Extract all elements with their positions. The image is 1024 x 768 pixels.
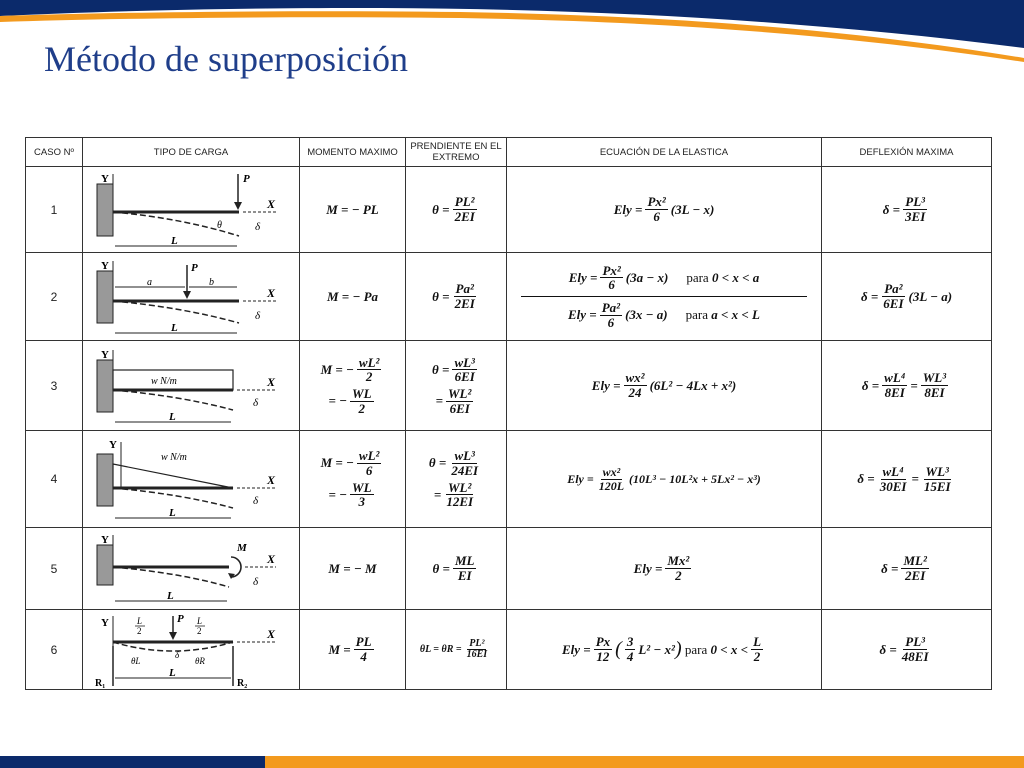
fraction xyxy=(357,356,382,384)
numerator: WL³ xyxy=(922,370,947,386)
numerator: WL³ xyxy=(925,463,949,479)
eq-condition: 0 < x < xyxy=(710,641,749,657)
header-pendiente-extremo: PRENDIENTE EN EL EXTREMO xyxy=(406,138,507,167)
load-diagram xyxy=(83,610,300,690)
load-diagram xyxy=(83,341,300,431)
diagram-label: a xyxy=(147,276,152,288)
diagram-label: δ xyxy=(255,220,261,233)
denominator: 4 xyxy=(360,649,367,664)
diagram-label: X xyxy=(267,196,276,211)
case-number: 2 xyxy=(26,253,83,341)
eq-condition: 0 < x < a xyxy=(711,269,760,285)
diagram-label: θR xyxy=(195,655,205,666)
numerator: wL² xyxy=(358,354,380,370)
cantilever-intermediate-load-diagram xyxy=(91,257,291,337)
eq-lhs: θ = xyxy=(432,288,450,304)
numerator: wL⁴ xyxy=(884,370,906,386)
denominator: 4 xyxy=(626,649,634,664)
para-label: para xyxy=(684,641,708,657)
denominator: 6 xyxy=(653,209,660,224)
deflection-table xyxy=(25,137,992,690)
numerator: wL⁴ xyxy=(882,463,904,479)
denominator: 6EI xyxy=(883,296,904,311)
numerator: Px² xyxy=(647,194,666,210)
fraction xyxy=(624,371,647,399)
header-momento-maximo: MOMENTO MAXIMO xyxy=(300,138,406,167)
denominator: 24 xyxy=(628,385,642,400)
table-row xyxy=(26,253,992,341)
moment-cell xyxy=(300,167,406,253)
diagram-label: L xyxy=(197,615,203,626)
fraction xyxy=(625,635,636,663)
slope-cell xyxy=(406,341,507,431)
table-row xyxy=(26,528,992,610)
numerator: Pa² xyxy=(455,281,474,297)
diagram-label: δ xyxy=(253,575,259,588)
diagram-label: θ xyxy=(217,219,222,231)
deflection-cell xyxy=(822,253,992,341)
cantilever-uniform-load-diagram xyxy=(91,346,291,426)
fraction xyxy=(594,635,612,663)
numerator: WL xyxy=(352,479,372,495)
fraction xyxy=(453,195,477,223)
diagram-label: δ xyxy=(175,649,180,660)
numerator: Px² xyxy=(602,262,621,278)
fraction xyxy=(922,465,953,493)
bottom-bar-orange xyxy=(265,756,1024,768)
fraction xyxy=(354,635,374,663)
fraction xyxy=(645,195,667,223)
diagram-label: δ xyxy=(253,396,259,409)
cantilever-point-load-diagram xyxy=(91,170,291,250)
diagram-label: L xyxy=(167,589,174,602)
minus-sign: − xyxy=(346,361,354,377)
elastic-eq-cell xyxy=(507,341,822,431)
fraction xyxy=(900,635,931,663)
eq-lhs: = xyxy=(328,486,336,502)
denominator: 2 xyxy=(675,568,682,583)
diagram-label: w N/m xyxy=(161,452,187,463)
fraction xyxy=(882,371,907,399)
moment-cell xyxy=(300,528,406,610)
eq-lhs: Ely = xyxy=(633,560,663,576)
fraction xyxy=(446,387,473,415)
denominator: 120L xyxy=(598,478,625,493)
diagram-label: R₁ xyxy=(95,677,106,688)
numerator: wx² xyxy=(625,370,645,386)
numerator: wL² xyxy=(358,448,380,464)
denominator: 3EI xyxy=(905,209,926,224)
table-row xyxy=(26,167,992,253)
denominator: 3 xyxy=(358,494,366,510)
fraction xyxy=(350,387,374,415)
numerator: wL³ xyxy=(454,354,475,370)
diagram-label: P xyxy=(177,612,184,625)
table-row xyxy=(26,341,992,431)
case-number: 6 xyxy=(26,610,83,690)
eq-lhs: δ = xyxy=(879,641,897,657)
case-number: 4 xyxy=(26,431,83,528)
fraction xyxy=(881,282,905,310)
fraction xyxy=(453,282,477,310)
eq-lhs: M = xyxy=(320,361,343,377)
slope-cell xyxy=(406,528,507,610)
numerator: PL² xyxy=(454,194,475,210)
denominator: 6 xyxy=(608,277,615,293)
eq-value: − PL xyxy=(351,201,379,217)
numerator: WL² xyxy=(448,386,472,401)
cantilever-moment-load-diagram xyxy=(91,531,291,607)
diagram-label: R₂ xyxy=(237,677,248,688)
load-diagram xyxy=(83,528,300,610)
denominator: 6EI xyxy=(449,400,470,416)
eq-rest: (6L² − 4Lx + x²) xyxy=(649,377,737,393)
numerator: Pa² xyxy=(884,281,903,297)
diagram-label: Y xyxy=(101,348,109,361)
diagram-label: L xyxy=(169,666,176,679)
moment-cell xyxy=(300,610,406,690)
diagram-label: 2 xyxy=(197,625,202,636)
denominator: 2EI xyxy=(454,209,475,224)
fraction xyxy=(600,264,622,292)
eq-rest: (3L − x) xyxy=(670,201,715,217)
eq-lhs: Ely = xyxy=(568,307,597,323)
eq-lhs: = xyxy=(910,377,918,393)
para-label: para xyxy=(685,307,708,323)
denominator: 6EI xyxy=(454,369,475,385)
diagram-label: δ xyxy=(253,495,259,507)
eq-lhs: θ = xyxy=(432,201,450,217)
eq-lhs: θL = θR = xyxy=(419,644,462,655)
fraction xyxy=(901,554,928,582)
diagram-label: X xyxy=(267,285,276,300)
diagram-label: Y xyxy=(101,616,109,629)
elastic-eq-cell xyxy=(507,167,822,253)
eq-lhs: = xyxy=(435,393,443,409)
numerator: PL³ xyxy=(905,194,926,210)
numerator: wL³ xyxy=(454,448,475,464)
fraction xyxy=(903,195,927,223)
diagram-label: L xyxy=(169,410,176,423)
denominator: 15EI xyxy=(923,478,951,494)
eq-lhs: δ = xyxy=(882,201,901,217)
deflection-cell xyxy=(822,610,992,690)
header-ecuacion-elastica: ECUACIÓN DE LA ELASTICA xyxy=(507,138,822,167)
load-diagram xyxy=(83,167,300,253)
eq-lhs: Ely = xyxy=(567,471,594,486)
denominator: 24EI xyxy=(451,462,479,478)
numerator: Mx² xyxy=(667,553,690,569)
bottom-bar-navy xyxy=(0,756,265,768)
case-number: 3 xyxy=(26,341,83,431)
denominator: 12EI xyxy=(446,494,474,510)
fraction xyxy=(350,481,374,509)
fraction xyxy=(449,449,480,477)
numerator: PL xyxy=(355,634,372,650)
diagram-label: X xyxy=(267,626,276,641)
eq-rest: (3a − x) xyxy=(625,269,669,285)
elastic-eq-cell xyxy=(507,431,822,528)
eq-rest: L² − x² xyxy=(638,641,675,657)
header-caso: CASO Nº xyxy=(26,138,83,167)
denominator: 12 xyxy=(596,649,610,664)
simply-supported-center-load-diagram xyxy=(91,612,291,688)
minus-sign: − xyxy=(339,486,348,502)
header-row xyxy=(26,138,992,167)
eq-lhs: δ = xyxy=(860,288,879,304)
cantilever-triangular-load-diagram xyxy=(91,436,291,522)
diagram-label: δ xyxy=(255,309,261,322)
denominator: 6 xyxy=(365,462,373,478)
fraction xyxy=(751,635,763,663)
diagram-label: P xyxy=(243,172,250,185)
eq-lhs: M = xyxy=(328,560,351,576)
slope-cell xyxy=(406,610,507,690)
denominator: 8EI xyxy=(924,385,945,400)
diagram-label: P xyxy=(191,261,198,274)
deflection-cell xyxy=(822,341,992,431)
denominator: 2 xyxy=(753,649,761,664)
eq-lhs: = xyxy=(328,393,336,409)
eq-rest: (3x − a) xyxy=(625,307,668,323)
fraction xyxy=(453,554,477,582)
fraction xyxy=(878,465,909,493)
fraction xyxy=(665,554,691,582)
fraction xyxy=(921,371,948,399)
eq-value: − Pa xyxy=(352,288,379,304)
table-row xyxy=(26,431,992,528)
numerator: ML xyxy=(454,553,475,569)
denominator: EI xyxy=(457,568,472,583)
elastic-eq-cell: Ely = $\frac{Px}{12}$ ( $\frac{3}{4}$ L² − x² ) para 0 < x < $\frac{L}{2}$ xyxy=(507,610,822,690)
deflection-cell xyxy=(822,528,992,610)
diagram-label: X xyxy=(267,374,276,389)
deflection-cell xyxy=(822,431,992,528)
slope-cell xyxy=(406,431,507,528)
moment-cell xyxy=(300,253,406,341)
case-number: 5 xyxy=(26,528,83,610)
numerator: wx² xyxy=(602,464,621,479)
eq-lhs: Ely = xyxy=(591,377,621,393)
denominator: 2 xyxy=(358,400,366,416)
fraction xyxy=(465,639,490,661)
table-row xyxy=(26,610,992,690)
eq-rest: (10L³ − 10L²x + 5Lx² − x³) xyxy=(629,471,761,486)
diagram-label: 2 xyxy=(137,625,142,636)
elastic-eq-cell xyxy=(507,253,822,341)
slope-cell xyxy=(406,167,507,253)
diagram-label: L xyxy=(171,234,178,247)
moment-cell xyxy=(300,341,406,431)
load-diagram xyxy=(83,431,300,528)
numerator: PL² xyxy=(469,637,485,649)
diagram-label: Y xyxy=(101,533,109,546)
diagram-label: M xyxy=(237,541,247,554)
elastic-eq-cell xyxy=(507,528,822,610)
numerator: Px xyxy=(595,634,611,650)
numerator: WL² xyxy=(448,479,472,495)
fraction xyxy=(597,466,626,492)
fraction xyxy=(444,481,475,509)
numerator: ML² xyxy=(903,553,927,569)
minus-sign: − xyxy=(346,455,354,471)
load-diagram xyxy=(83,253,300,341)
equation-divider xyxy=(521,296,807,297)
eq-lhs: M = xyxy=(326,288,350,304)
numerator: WL xyxy=(352,386,372,401)
bottom-accent-bar xyxy=(0,756,1024,768)
numerator: L xyxy=(753,634,762,650)
slide-title: Método de superposición xyxy=(44,39,408,79)
fraction xyxy=(600,301,622,329)
diagram-label: X xyxy=(267,551,276,566)
denominator: 16EI xyxy=(466,649,488,660)
denominator: 2EI xyxy=(454,296,475,311)
eq-lhs: θ = xyxy=(432,560,450,576)
diagram-label: Y xyxy=(101,172,109,185)
eq-condition: a < x < L xyxy=(711,307,760,323)
deflection-cell xyxy=(822,167,992,253)
eq-lhs: Ely = xyxy=(561,641,591,657)
diagram-label: θL xyxy=(131,655,141,666)
eq-lhs: θ = xyxy=(432,361,450,377)
moment-cell xyxy=(300,431,406,528)
numerator: Pa² xyxy=(601,300,621,315)
denominator: 8EI xyxy=(884,385,905,400)
eq-lhs: = xyxy=(433,486,442,502)
numerator: 3 xyxy=(626,634,634,650)
eq-lhs: δ = xyxy=(857,471,875,486)
eq-lhs: M = xyxy=(328,641,351,657)
header-deflexion-maxima: DEFLEXIÓN MAXIMA xyxy=(822,138,992,167)
diagram-label: Y xyxy=(109,439,117,451)
eq-lhs: θ = xyxy=(428,455,447,471)
denominator: 48EI xyxy=(901,649,929,664)
denominator: 2EI xyxy=(905,568,926,583)
header-tipo-carga: TIPO DE CARGA xyxy=(83,138,300,167)
denominator: 6 xyxy=(607,314,615,330)
diagram-label: Y xyxy=(101,259,109,272)
eq-lhs: Ely = xyxy=(568,269,598,285)
diagram-label: L xyxy=(171,321,178,334)
eq-lhs: δ = xyxy=(861,377,880,393)
para-label: para xyxy=(686,269,709,285)
fraction xyxy=(357,449,382,477)
eq-rest: (3L − a) xyxy=(908,288,953,304)
eq-lhs: = xyxy=(911,471,919,486)
denominator: 30EI xyxy=(879,478,907,494)
slope-cell xyxy=(406,253,507,341)
eq-lhs: δ = xyxy=(881,560,899,576)
fraction xyxy=(452,356,477,384)
diagram-label: L xyxy=(169,507,176,519)
denominator: 2 xyxy=(365,369,373,385)
eq-lhs: M = xyxy=(320,455,343,471)
eq-value: − M xyxy=(353,560,377,576)
minus-sign: − xyxy=(339,393,348,409)
diagram-label: X xyxy=(267,473,276,487)
eq-lhs: M = xyxy=(326,201,349,217)
diagram-label: w N/m xyxy=(151,375,177,387)
eq-lhs: Ely = xyxy=(613,201,643,217)
diagram-label: b xyxy=(209,276,214,288)
numerator: PL³ xyxy=(905,634,926,650)
case-number: 1 xyxy=(26,167,83,253)
diagram-label: L xyxy=(137,615,143,626)
